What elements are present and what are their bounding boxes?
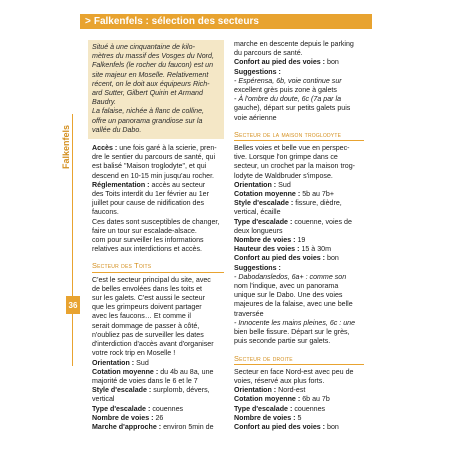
toits-marche-cont: marche en descente depuis le parking bbox=[234, 40, 354, 48]
suggestion-line: - Espérensa, 6b, voie continue sur bbox=[234, 76, 342, 85]
field-value: bon bbox=[327, 422, 339, 431]
tro-hauteur bbox=[234, 245, 364, 254]
page-title: Falkenfels : sélection des secteurs bbox=[93, 16, 259, 27]
field-label: Hauteur des voies : bbox=[234, 245, 300, 254]
intro-line: récent, on le doit aux équipeurs Rich- bbox=[92, 79, 210, 88]
toits-text: C'est le secteur principal du site, avec bbox=[92, 275, 211, 284]
intro-line: vallée du Dabo. bbox=[92, 125, 142, 134]
field-value: 19 bbox=[297, 236, 306, 245]
tro-type bbox=[234, 218, 364, 227]
troglodyte-text: tive. Lorsque l'on grimpe dans ce bbox=[234, 153, 338, 162]
suggestion-line: bien belle fissure. Départ sur le grès, bbox=[234, 328, 350, 337]
intro-line: site majeur en Moselle. Relativement bbox=[92, 70, 209, 79]
reg-text: accès au secteur bbox=[151, 180, 206, 189]
intro-line: Falkenfels (le rocher du faucon) est un bbox=[92, 61, 214, 70]
droite-cotation bbox=[234, 395, 364, 404]
side-chapter-label: Falkenfels bbox=[61, 124, 71, 170]
field-value: surplomb, dévers, bbox=[153, 386, 210, 395]
reg-text: faucons. bbox=[92, 208, 119, 217]
suggestion-line: puis seconde partie sur galets. bbox=[234, 337, 331, 346]
field-value: 5 bbox=[297, 413, 302, 422]
field-value: bon bbox=[327, 58, 339, 67]
field-value: fissure, dièdre, bbox=[295, 199, 342, 208]
acces-text: une fois garé à la scierie, pren- bbox=[119, 144, 217, 153]
field-value: bon bbox=[327, 254, 339, 263]
field-label: Orientation : bbox=[234, 386, 277, 395]
field-label: Orientation : bbox=[234, 180, 277, 189]
suggestion-line: unique sur le Dabo. Une des voies bbox=[234, 291, 343, 300]
suggestion-line: traversée bbox=[234, 309, 264, 318]
side-divider bbox=[72, 114, 73, 366]
troglodyte-text: Belles voies et belle vue en perspec- bbox=[234, 144, 350, 153]
field-value: du 4b au 8a, une bbox=[160, 367, 214, 376]
field-value: vertical bbox=[92, 395, 115, 404]
intro-line: Situé à une cinquantaine de kilo- bbox=[92, 43, 195, 51]
droite-orientation bbox=[234, 386, 364, 395]
troglodyte-text: secteur, un crochet par la maison trog- bbox=[234, 162, 356, 171]
field-label: Confort au pied des voies : bbox=[234, 254, 326, 263]
toits-cotation bbox=[92, 368, 224, 377]
reg-text: juillet pour cause de nidification des bbox=[92, 199, 204, 208]
suggestion-line: - Innocente les mains pleines, 6c : une bbox=[234, 318, 356, 327]
field-label: Type d'escalade : bbox=[234, 217, 293, 226]
field-label: Type d'escalade : bbox=[92, 404, 151, 413]
acces-text: est balisé "Maison troglodyte", et qui bbox=[92, 162, 207, 171]
tro-orientation bbox=[234, 181, 364, 190]
toits-marche bbox=[92, 423, 224, 432]
acces-text: descend en 10-15 min jusqu'au rocher. bbox=[92, 171, 215, 180]
toits-text: d'interdiction d'accès avant d'organiser bbox=[92, 340, 214, 349]
reg-line bbox=[92, 181, 224, 190]
field-label: Nombre de voies : bbox=[234, 413, 296, 422]
droite-confort bbox=[234, 423, 364, 432]
field-value: 26 bbox=[155, 413, 164, 422]
tro-confort bbox=[234, 254, 364, 263]
field-value: majorité de voies dans le 6 et le 7 bbox=[92, 376, 198, 385]
suggestion-line: nom l'indique, avec un panorama bbox=[234, 282, 339, 291]
field-label: Cotation moyenne : bbox=[234, 190, 301, 199]
toits-marche-cont: du parcours de santé. bbox=[234, 49, 303, 58]
field-value: 5b au 7b+ bbox=[302, 190, 334, 199]
toits-text: avec les faucons… Et comme il bbox=[92, 312, 191, 321]
section-header bbox=[80, 14, 372, 29]
intro-line: ard Sutter, Gilbert Quirin et Armand bbox=[92, 89, 203, 98]
droite-text: voies, réservé aux plus forts. bbox=[234, 376, 325, 385]
field-value: 6b au 7b bbox=[302, 395, 330, 404]
field-label: Style d'escalade : bbox=[234, 199, 294, 208]
toits-nombre bbox=[92, 414, 224, 423]
troglodyte-text: lodyte de Waldbruder s'impose. bbox=[234, 171, 333, 180]
field-value: vertical, écaille bbox=[234, 208, 281, 217]
field-label: Style d'escalade : bbox=[92, 386, 152, 395]
toits-text: sur les galets. C'est aussi le secteur bbox=[92, 294, 205, 303]
field-label: Cotation moyenne : bbox=[92, 367, 159, 376]
page-number: 36 bbox=[66, 296, 80, 314]
section-title-troglodyte: Secteur de la maison troglodyte bbox=[234, 130, 364, 141]
reg-text: Ces dates sont susceptibles de changer, bbox=[92, 217, 220, 226]
intro-line: La falaise, nichée à flanc de colline, bbox=[92, 107, 204, 116]
droite-nombre bbox=[234, 414, 364, 423]
reg-text: faire un tour sur escalade-alsace. bbox=[92, 226, 197, 235]
intro-box bbox=[88, 40, 224, 139]
reg-text: des Toits interdit du 1er février au 1er bbox=[92, 190, 209, 199]
field-label: Type d'escalade : bbox=[234, 404, 293, 413]
toits-confort bbox=[234, 58, 364, 67]
field-label: Nombre de voies : bbox=[92, 413, 154, 422]
acces-line bbox=[92, 144, 224, 153]
tro-cotation bbox=[234, 190, 364, 199]
reg-text: relatives aux interdictions et accès. bbox=[92, 245, 203, 254]
field-value: deux longueurs bbox=[234, 226, 283, 235]
toits-text: de belles envolées dans les toits et bbox=[92, 284, 203, 293]
reg-text: com pour surveiller les informations bbox=[92, 236, 204, 245]
toits-text: serait dommage de passer à côté, bbox=[92, 321, 200, 330]
tro-nombre bbox=[234, 236, 364, 245]
section-title-toits: Secteur des Toits bbox=[92, 261, 224, 272]
intro-line: Baudry. bbox=[92, 98, 116, 107]
suggestion-line: voie aérienne bbox=[234, 113, 277, 122]
toits-suggestions-label: Suggestions : bbox=[234, 67, 281, 76]
field-value: couenne, voies de bbox=[294, 217, 352, 226]
suggestion-line: - Dabodansledos, 6a+ : comme son bbox=[234, 272, 347, 281]
tro-style bbox=[234, 199, 364, 208]
droite-text: Secteur en face Nord-est avec peu de bbox=[234, 367, 354, 376]
intro-line: offre un panorama grandiose sur la bbox=[92, 116, 203, 125]
tro-suggestions-label: Suggestions : bbox=[234, 263, 281, 272]
toits-orientation bbox=[92, 359, 224, 368]
field-value: couennes bbox=[294, 404, 326, 413]
suggestion-line: excellent grès puis zone à galets bbox=[234, 86, 337, 95]
suggestion-line: gauche), départ sur petits galets puis bbox=[234, 104, 351, 113]
field-value: environ 5min de bbox=[163, 422, 214, 431]
acces-label: Accès : bbox=[92, 144, 118, 153]
field-label: Cotation moyenne : bbox=[234, 395, 301, 404]
toits-style bbox=[92, 386, 224, 395]
suggestion-line: - À l'ombre du doute, 6c (7a par la bbox=[234, 95, 342, 104]
field-label: Marche d'approche : bbox=[92, 422, 162, 431]
toits-type bbox=[92, 405, 224, 414]
intro-line: mètres du massif des Vosges du Nord, bbox=[92, 52, 214, 61]
field-label: Confort au pied des voies : bbox=[234, 422, 326, 431]
chevron-right-icon: > bbox=[85, 16, 91, 27]
field-label: Confort au pied des voies : bbox=[234, 58, 326, 67]
acces-text: dre le sentier du parcours de santé, qui bbox=[92, 153, 216, 162]
toits-text: que les grimpeurs doivent partager bbox=[92, 303, 202, 312]
right-column bbox=[234, 40, 364, 432]
suggestion-line: majeures de la falaise, avec une belle bbox=[234, 300, 353, 309]
field-label: Nombre de voies : bbox=[234, 236, 296, 245]
field-value: couennes bbox=[152, 404, 184, 413]
section-title-droite: Secteur de droite bbox=[234, 354, 364, 365]
field-value: Sud bbox=[278, 180, 291, 189]
toits-text: n'oubliez pas de surveiller les dates bbox=[92, 330, 204, 339]
left-column bbox=[92, 40, 224, 432]
field-value: 15 à 30m bbox=[301, 245, 332, 254]
field-label: Orientation : bbox=[92, 358, 135, 367]
reg-label: Réglementation : bbox=[92, 180, 150, 189]
toits-text: votre rock trip en Moselle ! bbox=[92, 349, 176, 358]
droite-type bbox=[234, 405, 364, 414]
field-value: Nord-est bbox=[278, 386, 306, 395]
field-value: Sud bbox=[136, 358, 149, 367]
